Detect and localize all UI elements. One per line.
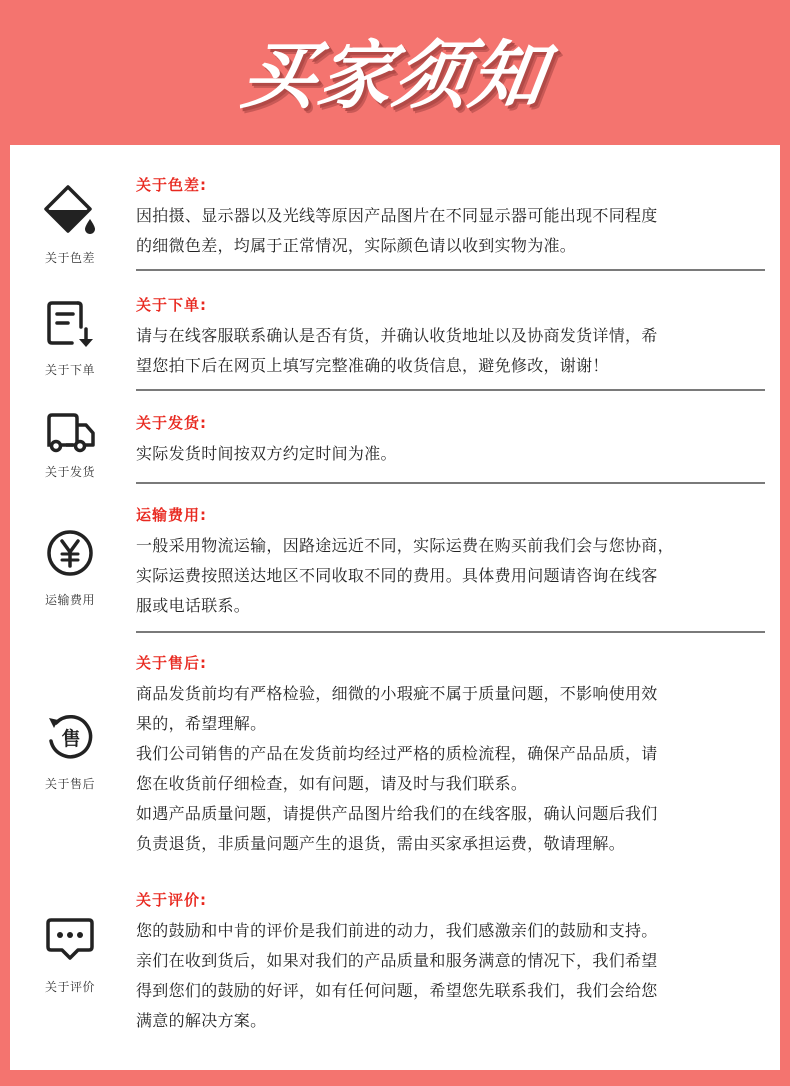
paragraph: 服或电话联系。 [136,596,251,615]
after-sale-glyph: 售 [61,728,81,750]
section-divider [136,631,765,633]
paragraph: 实际运费按照送达地区不同收取不同的费用。具体费用问题请咨询在线客 [136,566,658,585]
section-icon-column [20,295,120,378]
paragraph: 您的鼓励和中肯的评价是我们前进的动力，我们感激亲们的鼓励和支持。 [136,921,658,940]
section-body [136,916,766,1036]
section-body [136,201,766,261]
color-drop-icon [42,183,98,239]
yen-coin-icon [42,525,98,581]
paragraph: 因拍摄、显示器以及光线等原因产品图片在不同显示器可能出现不同程度 [136,206,658,225]
notice-card [10,145,780,1070]
section-text [136,413,766,469]
section-title: 关于发货: [136,414,207,432]
icon-label: 关于发货 [44,465,95,479]
paragraph: 负责退货，非质量问题产生的退货，需由买家承担运费，敬请理解。 [136,834,626,853]
section-body [136,439,766,469]
paragraph: 我们公司销售的产品在发货前均经过严格的质检流程，确保产品品质，请 [136,744,658,763]
after-sale-return-icon [42,709,98,765]
section-title: 关于色差: [136,176,207,194]
order-document-icon [42,295,98,351]
section-divider [136,269,765,271]
section-text [136,295,766,381]
paragraph: 得到您们的鼓励的好评，如有任何问题，希望您先联系我们，我们会给您 [136,981,658,1000]
paragraph: 亲们在收到货后，如果对我们的产品质量和服务满意的情况下，我们希望 [136,951,658,970]
chat-bubble-icon [42,908,98,964]
icon-label: 运输费用 [44,593,95,607]
section-icon-column [20,405,120,480]
section-title: 关于评价: [136,891,207,909]
section-text [136,505,766,621]
paragraph: 满意的解决方案。 [136,1011,267,1030]
page-title: 买家须知 [236,32,553,119]
section-text [136,175,766,261]
section-icon-column [20,525,120,608]
icon-label: 关于下单 [44,363,95,377]
section-body [136,679,766,859]
paragraph: 的细微色差，均属于正常情况，实际颜色请以收到实物为准。 [136,236,577,255]
section-title: 关于售后: [136,654,207,672]
paragraph: 一般采用物流运输，因路途远近不同，实际运费在购买前我们会与您协商， [136,536,674,555]
icon-label: 关于评价 [44,980,95,994]
paragraph: 果的，希望理解。 [136,714,267,733]
paragraph: 您在收货前仔细检查，如有问题，请及时与我们联系。 [136,774,528,793]
section-body [136,531,766,621]
section-icon-column [20,908,120,995]
section-icon-column [20,183,120,266]
section-icon-column [20,709,120,792]
header-banner [0,0,790,145]
section-title: 关于下单: [136,296,207,314]
section-text [136,653,766,859]
paragraph: 商品发货前均有严格检验，细微的小瑕疵不属于质量问题，不影响使用效 [136,684,658,703]
paragraph: 望您拍下后在网页上填写完整准确的收货信息，避免修改，谢谢！ [136,356,609,375]
paragraph: 实际发货时间按双方约定时间为准。 [136,444,397,463]
delivery-truck-icon [42,405,98,461]
paragraph: 如遇产品质量问题，请提供产品图片给我们的在线客服，确认问题后我们 [136,804,658,823]
icon-label: 关于色差 [44,251,95,265]
section-divider [136,482,765,484]
paragraph: 请与在线客服联系确认是否有货，并确认收货地址以及协商发货详情，希 [136,326,658,345]
section-text [136,890,766,1036]
section-divider [136,389,765,391]
section-body [136,321,766,381]
icon-label: 关于售后 [44,777,95,791]
section-title: 运输费用: [136,506,207,524]
